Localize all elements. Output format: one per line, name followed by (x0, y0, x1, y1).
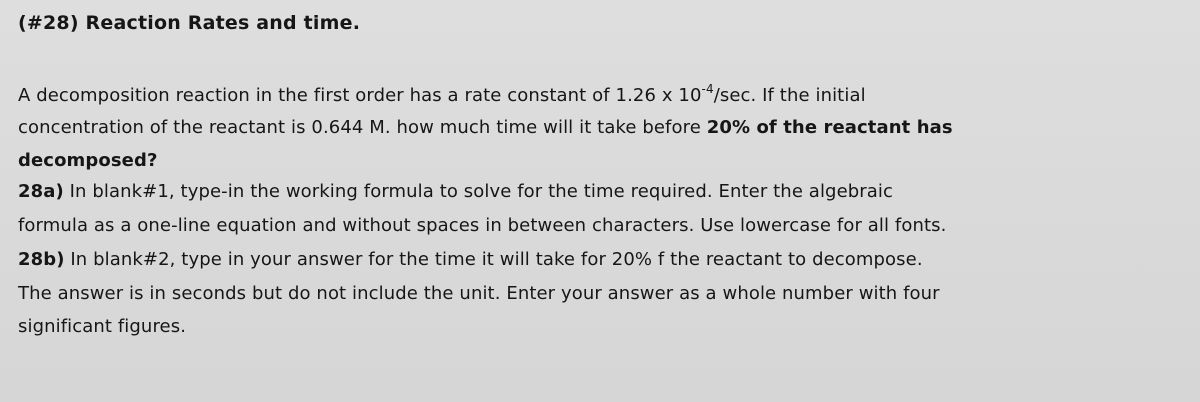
intro-line-1 (18, 82, 866, 106)
rate-constant-exponent: -4 (701, 82, 714, 96)
part-b-line-3: significant figures. (18, 316, 187, 337)
intro-line-1-end: /sec. If the initial (713, 85, 866, 106)
intro-line-2 (18, 117, 953, 138)
part-b-line-2: The answer is in seconds but do not include the unit. Enter your answer as a whole number with four (18, 283, 940, 304)
intro-line-1-text: A decomposition reaction in the first order has a rate constant of 1.26 x 10 (18, 85, 702, 106)
intro-line-3: decomposed? (18, 150, 158, 171)
intro-line-2-text: concentration of the reactant is 0.644 M. how much time will it take before (18, 117, 707, 138)
part-b-line-1 (18, 249, 923, 270)
intro-line-2-bold: 20% of the reactant has (706, 117, 953, 138)
part-b-label: 28b) (18, 249, 65, 270)
question-title: (#28) Reaction Rates and time. (18, 12, 361, 34)
part-a-line-1 (18, 181, 893, 202)
part-a-label: 28a) (18, 181, 64, 202)
part-b-line-1-text: In blank#2, type in your answer for the time it will take for 20% f the reactant to decompose. (64, 249, 923, 270)
part-a-line-1-text: In blank#1, type-in the working formula to solve for the time required. Enter the algebraic (63, 181, 893, 202)
part-a-line-2: formula as a one-line equation and without spaces in between characters. Use lowercase for all fonts. (18, 215, 947, 236)
